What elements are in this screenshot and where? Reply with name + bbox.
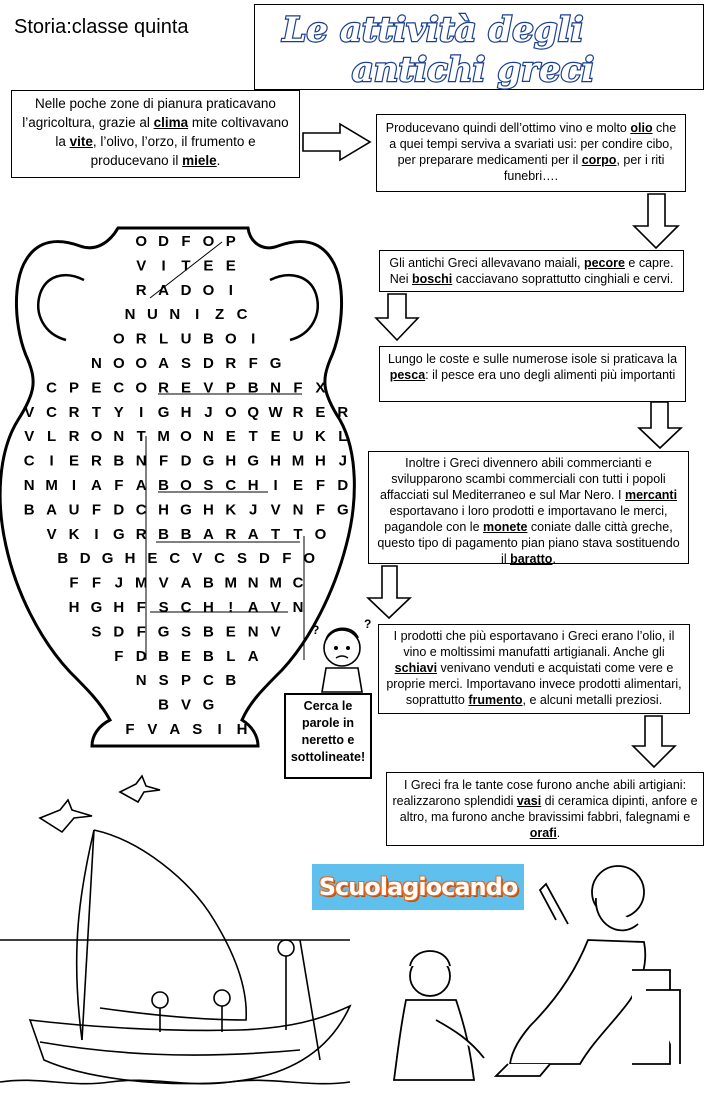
grid-letter[interactable]: T — [271, 525, 281, 543]
keyword: clima — [153, 115, 189, 130]
grid-letter[interactable]: H — [180, 403, 192, 421]
teacher-student-illustration — [380, 850, 708, 1095]
grid-letter[interactable]: C — [46, 403, 58, 421]
grid-letter[interactable]: C — [214, 550, 226, 568]
grid-letter[interactable]: B — [23, 501, 35, 519]
grid-letter[interactable]: B — [202, 623, 214, 641]
keyword: baratto — [510, 552, 553, 566]
grid-letter[interactable]: D — [337, 477, 349, 494]
grid-letter[interactable]: C — [236, 306, 248, 324]
grid-letter[interactable]: L — [226, 647, 236, 665]
grid-letter[interactable]: H — [270, 452, 282, 470]
grid-letter[interactable]: V — [24, 428, 35, 446]
grid-letter[interactable]: R — [292, 403, 304, 421]
grid-letter[interactable]: K — [68, 525, 80, 543]
grid-letter[interactable]: D — [79, 550, 91, 568]
grid-letter[interactable]: S — [192, 721, 203, 738]
grid-letter[interactable]: D — [202, 355, 214, 372]
grid-letter[interactable]: H — [158, 501, 170, 519]
grid-letter[interactable]: N — [90, 355, 102, 372]
arrow-right-icon — [303, 124, 370, 160]
greek-ship-illustration — [0, 770, 380, 1095]
grid-letter[interactable]: J — [114, 574, 123, 592]
grid-letter[interactable]: A — [247, 525, 259, 543]
grid-letter[interactable]: R — [135, 330, 147, 348]
arrow-down-icon — [634, 194, 678, 248]
grid-letter[interactable]: W — [268, 403, 283, 421]
grid-letter[interactable]: O — [180, 428, 192, 446]
grid-letter[interactable]: O — [202, 233, 215, 250]
grid-letter[interactable]: U — [292, 428, 304, 446]
grid-letter[interactable]: R — [337, 403, 349, 421]
grid-letter[interactable]: V — [46, 525, 57, 543]
grid-letter[interactable]: A — [90, 477, 102, 494]
grid-letter[interactable]: R — [225, 355, 237, 372]
grid-letter[interactable]: O — [224, 403, 237, 421]
grid-letter[interactable]: R — [135, 281, 147, 299]
grid-letter[interactable]: G — [247, 452, 260, 470]
grid-letter[interactable]: T — [136, 428, 146, 446]
grid-letter[interactable]: U — [68, 501, 80, 519]
grid-letter[interactable]: U — [146, 306, 158, 324]
grid-letter[interactable]: C — [180, 599, 192, 616]
info-box-allevamento: Gli antichi Greci allevavano maiali, pecore e capre. Nei boschi cacciavano soprattutto cinghiali e cervi. — [379, 250, 684, 292]
grid-letter[interactable]: R — [68, 403, 80, 421]
grid-letter[interactable]: G — [202, 452, 215, 470]
grid-letter[interactable]: D — [258, 550, 270, 568]
grid-letter[interactable]: P — [225, 233, 236, 250]
grid-letter[interactable]: E — [270, 428, 281, 446]
keyword: olio — [630, 121, 653, 135]
grid-letter[interactable]: J — [338, 452, 347, 470]
grid-letter[interactable]: C — [135, 501, 147, 519]
grid-letter[interactable]: T — [181, 257, 191, 275]
grid-letter[interactable]: I — [49, 452, 54, 470]
grid-letter[interactable]: G — [202, 696, 215, 714]
grid-letter[interactable]: O — [202, 281, 215, 299]
info-box-esportazioni: I prodotti che più esportavano i Greci erano l’olio, il vino e moltissimi manufatti artigianali. Anche gli schiavi venivano venduti e acquistati come vere e proprie merci. Importavano invece prodotti alimentari, soprattutto frumento, e alcuni metalli preziosi. — [378, 624, 690, 714]
title-line-2: antichi greci — [351, 50, 595, 90]
keyword: monete — [483, 520, 528, 534]
grid-letter[interactable]: B — [202, 330, 214, 348]
grid-letter[interactable]: X — [315, 379, 326, 397]
grid-letter[interactable]: B — [113, 452, 125, 470]
grid-letter[interactable]: B — [247, 379, 259, 397]
grid-letter[interactable]: E — [91, 379, 102, 397]
grid-letter[interactable]: D — [158, 233, 170, 250]
grid-letter[interactable]: I — [217, 721, 222, 738]
grid-letter[interactable]: G — [157, 623, 170, 641]
thinking-boy-icon — [300, 612, 380, 694]
grid-letter[interactable]: E — [225, 257, 236, 275]
grid-letter[interactable]: V — [203, 379, 214, 397]
grid-letter[interactable]: V — [136, 257, 147, 275]
grid-letter[interactable]: H — [202, 501, 214, 519]
grid-letter[interactable]: C — [113, 379, 125, 397]
keyword: boschi — [411, 272, 453, 286]
grid-letter[interactable]: T — [91, 403, 101, 421]
grid-letter[interactable]: F — [91, 501, 101, 519]
grid-letter[interactable]: P — [180, 672, 192, 690]
grid-letter[interactable]: B — [225, 672, 237, 690]
grid-letter[interactable]: E — [315, 403, 326, 421]
grid-letter[interactable]: I — [228, 281, 233, 299]
grid-letter[interactable]: N — [135, 452, 147, 470]
grid-letter[interactable]: A — [180, 574, 192, 592]
grid-letter[interactable]: D — [135, 647, 147, 665]
grid-letter[interactable]: R — [68, 428, 80, 446]
grid-letter[interactable]: S — [158, 599, 169, 616]
grid-letter[interactable]: V — [270, 501, 281, 519]
grid-letter[interactable]: H — [225, 452, 237, 470]
info-box-artigiani: I Greci fra le tante cose furono anche abili artigiani: realizzarono splendidi vasi di ceramica dipinti, anfore e altro, ma furono anche bravissimi fabbri, falegnami e orafi. — [386, 772, 704, 846]
grid-letter[interactable]: R — [158, 379, 170, 397]
grid-letter[interactable]: L — [159, 330, 169, 348]
arrow-down-icon — [368, 566, 410, 618]
grid-letter[interactable]: N — [23, 477, 35, 494]
grid-letter[interactable]: F — [315, 477, 325, 494]
grid-letter[interactable]: G — [269, 355, 282, 372]
grid-letter[interactable]: E — [147, 550, 158, 568]
grid-letter[interactable]: N — [202, 428, 214, 446]
grid-letter[interactable]: D — [113, 623, 125, 641]
grid-letter[interactable]: F — [282, 550, 292, 568]
grid-letter[interactable]: I — [273, 477, 278, 494]
grid-letter[interactable]: N — [124, 306, 136, 324]
grid-letter[interactable]: D — [180, 281, 192, 299]
grid-letter[interactable]: A — [46, 501, 58, 519]
arrow-down-icon — [376, 294, 418, 340]
grid-letter[interactable]: H — [113, 599, 125, 616]
grid-letter[interactable]: N — [292, 599, 304, 616]
grid-letter[interactable]: B — [158, 477, 170, 494]
grid-letter[interactable]: E — [225, 623, 236, 641]
title-line-1: Le attività degli — [282, 10, 584, 50]
grid-letter[interactable]: G — [180, 501, 192, 519]
grid-letter[interactable]: S — [236, 550, 248, 568]
keyword: miele — [182, 153, 217, 168]
arrow-down-icon — [633, 716, 675, 767]
grid-letter[interactable]: H — [202, 599, 214, 616]
keyword: pecore — [583, 256, 625, 270]
keyword: schiavi — [394, 661, 438, 675]
grid-letter[interactable]: I — [195, 306, 200, 324]
grid-letter[interactable]: F — [114, 647, 124, 665]
grid-letter[interactable]: V — [158, 574, 169, 592]
grid-letter[interactable]: E — [203, 257, 214, 275]
grid-letter[interactable]: N — [135, 672, 147, 690]
grid-letter[interactable]: A — [202, 525, 214, 543]
grid-letter[interactable]: A — [158, 355, 170, 372]
grid-letter[interactable]: A — [247, 647, 259, 665]
grid-letter[interactable]: L — [338, 428, 348, 446]
grid-letter[interactable]: H — [68, 599, 80, 616]
grid-letter[interactable]: O — [135, 355, 148, 372]
page-subtitle: Storia:classe quinta — [14, 16, 189, 38]
info-box-olio: Producevano quindi dell’ottimo vino e molto olio che a quei tempi serviva a svariati usi: per condire cibo, per preparare medicamenti per il corpo, per i riti funebri…. — [376, 114, 686, 192]
grid-letter[interactable]: G — [90, 599, 103, 616]
grid-letter[interactable]: A — [135, 477, 147, 494]
keyword: pesca — [389, 368, 426, 382]
search-instructions: Cerca le parole in neretto e sottolineate! — [284, 693, 372, 779]
grid-letter[interactable]: V — [270, 623, 281, 641]
grid-letter[interactable]: M — [45, 477, 58, 494]
grid-letter[interactable]: I — [161, 257, 166, 275]
grid-letter[interactable]: O — [224, 330, 237, 348]
keyword: corpo — [581, 153, 617, 167]
grid-letter[interactable]: E — [292, 477, 304, 494]
keyword: orafi — [529, 826, 557, 840]
grid-letter[interactable]: E — [180, 379, 192, 397]
logo-text: Scuolagiocando — [318, 873, 518, 901]
grid-letter[interactable]: P — [68, 379, 80, 397]
grid-letter[interactable]: V — [192, 550, 203, 568]
grid-letter[interactable]: G — [336, 501, 349, 519]
grid-letter[interactable]: C — [225, 477, 237, 494]
grid-letter[interactable]: A — [169, 721, 181, 738]
grid-letter[interactable]: J — [249, 501, 258, 519]
grid-letter[interactable]: O — [135, 379, 148, 397]
grid-letter[interactable]: C — [23, 452, 35, 470]
grid-letter[interactable]: O — [112, 355, 125, 372]
grid-letter[interactable]: M — [134, 574, 148, 592]
grid-letter[interactable]: Z — [215, 306, 225, 324]
grid-letter[interactable]: S — [180, 355, 192, 372]
grid-letter[interactable]: N — [270, 379, 282, 397]
keyword: mercanti — [624, 488, 678, 502]
svg-text:?: ? — [364, 617, 372, 631]
grid-letter[interactable]: E — [68, 452, 80, 470]
info-box-pesca: Lungo le coste e sulle numerose isole si praticava la pesca: il pesce era uno degli alimenti più importanti — [379, 346, 686, 402]
info-box-agricoltura: Nelle poche zone di pianura praticavano l’agricoltura, grazie al clima mite coltivavano la vite, l’olivo, l’orzo, il frumento e producevano il miele. — [11, 90, 300, 178]
grid-letter[interactable]: V — [24, 403, 35, 421]
grid-letter[interactable]: F — [125, 721, 135, 738]
grid-letter[interactable]: M — [157, 428, 170, 446]
grid-letter[interactable]: M — [291, 452, 305, 470]
grid-letter[interactable]: S — [180, 623, 192, 641]
grid-letter[interactable]: M — [224, 574, 238, 592]
grid-letter[interactable]: O — [135, 233, 148, 250]
grid-letter[interactable]: I — [94, 525, 99, 543]
grid-letter[interactable]: E — [180, 647, 192, 665]
grid-letter[interactable]: O — [90, 428, 103, 446]
grid-letter[interactable]: O — [303, 550, 316, 568]
grid-letter[interactable]: B — [202, 574, 214, 592]
grid-letter[interactable]: B — [158, 647, 170, 665]
grid-letter[interactable]: E — [225, 428, 236, 446]
grid-letter[interactable]: I — [139, 403, 144, 421]
grid-letter[interactable]: ! — [228, 599, 234, 616]
grid-letter[interactable]: Q — [247, 403, 260, 421]
grid-letter[interactable]: U — [180, 330, 192, 348]
grid-letter[interactable]: O — [314, 525, 327, 543]
grid-letter[interactable]: C — [46, 379, 58, 397]
grid-letter[interactable]: R — [90, 452, 102, 470]
keyword: vite — [69, 134, 93, 149]
grid-letter[interactable]: Y — [113, 403, 124, 421]
grid-letter[interactable]: R — [135, 525, 147, 543]
grid-letter[interactable]: I — [251, 330, 256, 348]
keyword: vasi — [516, 794, 542, 808]
grid-letter[interactable]: V — [147, 721, 158, 738]
grid-letter[interactable]: T — [293, 525, 303, 543]
grid-letter[interactable]: H — [236, 721, 248, 738]
grid-letter[interactable]: C — [169, 550, 181, 568]
grid-letter[interactable]: F — [114, 477, 124, 494]
grid-letter[interactable]: F — [69, 574, 79, 592]
grid-letter[interactable]: N — [292, 501, 304, 519]
grid-letter[interactable]: B — [202, 647, 214, 665]
grid-letter[interactable]: A — [158, 281, 170, 299]
grid-letter[interactable]: D — [180, 452, 192, 470]
svg-text:?: ? — [312, 623, 320, 637]
grid-letter[interactable]: G — [112, 525, 125, 543]
keyword: frumento — [468, 693, 523, 707]
grid-letter[interactable]: N — [247, 574, 259, 592]
grid-letter[interactable]: H — [314, 452, 326, 470]
grid-letter[interactable]: B — [158, 525, 170, 543]
grid-letter[interactable]: L — [47, 428, 57, 446]
grid-letter[interactable]: H — [124, 550, 136, 568]
grid-letter[interactable]: C — [292, 574, 304, 592]
grid-letter[interactable]: N — [169, 306, 181, 324]
grid-letter[interactable]: F — [159, 452, 169, 470]
grid-letter[interactable]: R — [225, 525, 237, 543]
grid-letter[interactable]: F — [136, 623, 146, 641]
grid-letter[interactable]: C — [202, 672, 214, 690]
arrow-down-icon — [639, 402, 681, 448]
grid-letter[interactable]: T — [248, 428, 258, 446]
grid-letter[interactable]: K — [225, 501, 237, 519]
grid-letter[interactable]: N — [247, 623, 259, 641]
grid-letter[interactable]: F — [181, 233, 191, 250]
grid-letter[interactable]: S — [91, 623, 102, 641]
grid-letter[interactable]: I — [71, 477, 77, 494]
grid-letter[interactable]: F — [136, 599, 146, 616]
grid-letter[interactable]: S — [203, 477, 214, 494]
grid-letter[interactable]: V — [180, 696, 192, 714]
grid-letter[interactable]: V — [270, 599, 281, 616]
grid-letter[interactable]: H — [247, 477, 259, 494]
grid-letter[interactable]: P — [225, 379, 236, 397]
info-box-commercio: Inoltre i Greci divennero abili commercianti e svilupparono scambi commerciali con tutti i popoli affacciati sul Mediterraneo e sul Mar Nero. I mercanti esportavano i loro prodotti e importavano le merci, pagandole con le monete coniate dalle città greche, questo tipo di pagamento pian piano stava sostituendo il baratto. — [368, 451, 689, 564]
grid-letter[interactable]: B — [57, 550, 69, 568]
grid-letter[interactable]: N — [113, 428, 125, 446]
grid-letter[interactable]: A — [247, 599, 259, 616]
grid-letter[interactable]: B — [180, 525, 192, 543]
grid-letter[interactable]: J — [204, 403, 213, 421]
grid-letter[interactable]: B — [158, 696, 170, 714]
grid-letter[interactable]: G — [101, 550, 114, 568]
grid-letter[interactable]: F — [315, 501, 325, 519]
grid-letter[interactable]: O — [180, 477, 192, 494]
grid-letter[interactable]: S — [158, 672, 169, 690]
grid-letter[interactable]: M — [269, 574, 282, 592]
grid-letter[interactable]: K — [314, 428, 326, 446]
grid-letter[interactable]: G — [157, 403, 170, 421]
grid-letter[interactable]: D — [113, 501, 125, 519]
grid-letter[interactable]: F — [91, 574, 101, 592]
grid-letter[interactable]: F — [248, 355, 258, 372]
grid-letter[interactable]: O — [112, 330, 125, 348]
grid-letter[interactable]: F — [293, 379, 303, 397]
